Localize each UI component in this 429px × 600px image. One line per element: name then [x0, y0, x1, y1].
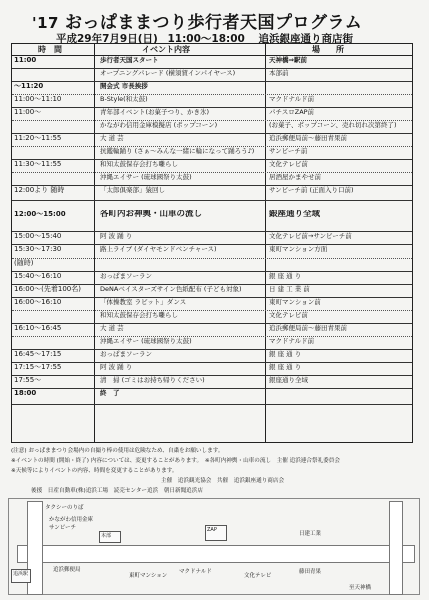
schedule-event: おっぱまソーラン [100, 272, 152, 280]
schedule-time: 16:00〜16:10 [14, 298, 62, 306]
note-line: ※イベントの時間 (開始・終了) 内容については、変更することがあります。 ※各町内神輿・山車の流し 主催 追浜連合祭礼委員会 [11, 458, 340, 464]
schedule-row [12, 81, 412, 95]
schedule-event: 青年部イベント(お菓子つり、かき氷) [100, 108, 210, 116]
schedule-time: 18:00 [14, 389, 37, 397]
map-label: 至天神橋 [349, 585, 372, 591]
schedule-event: 和知太鼓保存会打ち囃らし [100, 311, 178, 319]
schedule-place: 東町マンション方面 [269, 245, 328, 253]
schedule-place: 東町マンション前 [269, 298, 321, 306]
map-label: マクドナルド [179, 569, 212, 575]
schedule-event: 和知太鼓保存会打ち囃らし [100, 160, 178, 168]
event-location: 追浜銀座通り商店街 [258, 33, 353, 45]
schedule-event: おっぱまソーラン [100, 350, 152, 358]
map-label: かながわ信用金庫 [49, 517, 94, 523]
schedule-event: 各町内お神輿・山車の流し [100, 210, 203, 219]
schedule-place: 本部前 [269, 69, 289, 77]
schedule-place: サンビーチ前 [269, 147, 308, 155]
schedule-row [12, 362, 412, 376]
schedule-row [12, 323, 412, 337]
schedule-row [12, 258, 412, 272]
map-main-road [17, 545, 415, 563]
program-title [32, 8, 362, 33]
schedule-row [12, 375, 412, 389]
schedule-row [12, 349, 412, 363]
schedule-event: B-Style(和太鼓) [100, 95, 148, 103]
schedule-time: 16:10〜16:45 [14, 324, 62, 332]
schedule-time: 11:00 [14, 56, 37, 64]
schedule-event: 大 道 芸 [100, 324, 124, 332]
schedule-place: マクドナルド前 [269, 337, 315, 345]
schedule-row [12, 185, 412, 201]
schedule-row [12, 146, 412, 160]
schedule-place: 銀座通り全域 [269, 210, 321, 219]
schedule-place: 銀 座 通 り [269, 363, 302, 371]
header-place: 場 所 [312, 45, 344, 54]
area-map [8, 498, 420, 595]
schedule-row [12, 107, 412, 121]
schedule-row [12, 94, 412, 108]
schedule-row [12, 336, 412, 350]
schedule-row [12, 284, 412, 298]
schedule-time: 〜11:20 [14, 82, 44, 90]
map-zap: ZAP [205, 525, 227, 541]
schedule-place: 銀 座 通 り [269, 350, 302, 358]
schedule-time: 17:55〜 [14, 376, 42, 384]
schedule-time: 16:00〜(先着100名) [14, 285, 81, 293]
schedule-event: 沖縄エイサー (琉球國祭り太鼓) [100, 173, 192, 181]
schedule-event: 清 掃 (ゴミはお持ち帰りください) [100, 376, 205, 384]
event-time: 11:00〜18:00 [167, 33, 245, 45]
schedule-event: 歩行者天国スタート [100, 56, 159, 64]
map-side-road [389, 501, 403, 595]
schedule-row [12, 297, 412, 311]
map-hq: 本部 [99, 531, 121, 543]
schedule-row [12, 231, 412, 245]
schedule-table [11, 43, 413, 443]
schedule-time: 11:00〜11:10 [14, 95, 62, 103]
notes [11, 446, 416, 496]
schedule-place: 銀 座 通 り [269, 272, 302, 280]
map-label: 追浜郵便局 [53, 567, 81, 573]
map-label: 東町マンション [129, 573, 168, 579]
schedule-place: 天神橋⇒駅前 [269, 56, 307, 64]
map-label: 藤田青果 [299, 569, 322, 575]
schedule-event: オープニングパレード (横須賀インパイヤース) [100, 69, 236, 77]
map-label: 文化テレビ [244, 573, 272, 579]
schedule-time: 17:15〜17:55 [14, 363, 62, 371]
schedule-row [12, 388, 412, 405]
note-line: (注意) おっぱままつり会場内の自撮り棒の使用は危険なため、自粛をお願いします。 [11, 448, 224, 454]
header-event: イベント内容 [142, 45, 190, 54]
schedule-event: かながわ信用金庫模擬店 (ポップコーン) [100, 121, 218, 129]
map-label: 日建工業 [299, 531, 322, 537]
schedule-place: 文化テレビ前 [269, 311, 308, 319]
schedule-place: マクドナルド前 [269, 95, 315, 103]
schedule-time: 12:00〜15:00 [14, 210, 66, 218]
map-label: サンビーチ [49, 525, 77, 531]
event-date: 平成29年7月9日(日) [56, 33, 158, 45]
schedule-event: 開会式 市長挨拶 [100, 82, 148, 90]
title-main: おっぱままつり歩行者天国プログラム [64, 13, 363, 33]
schedule-event: 阿 波 踊 り [100, 232, 133, 240]
schedule-time: 11:30〜11:55 [14, 160, 62, 168]
schedule-place: 銀座通り全域 [269, 376, 308, 384]
schedule-row [12, 271, 412, 285]
schedule-time: 16:45〜17:15 [14, 350, 62, 358]
schedule-time: 11:20〜11:55 [14, 134, 62, 142]
schedule-time: 15:40〜16:10 [14, 272, 62, 280]
schedule-place: 文化テレビ前 [269, 160, 308, 168]
schedule-event: 終 了 [100, 389, 120, 397]
schedule-row [12, 310, 412, 324]
note-line: 後援 日産自動車(株)追浜工場 読売センター追浜 朝日新聞追浜店 [31, 488, 203, 494]
schedule-event: 抗鑑輪踊り (さぁ〜みんな一緒に輪になって踊ろう♪) [100, 147, 255, 155]
schedule-time: 12:00より 随時 [14, 186, 65, 194]
schedule-row [12, 68, 412, 82]
schedule-place: 日 建 工 業 前 [269, 285, 310, 293]
schedule-place: 追浜郵便局前〜藤田青果前 [269, 324, 347, 332]
schedule-place: 追浜郵便局前〜藤田青果前 [269, 134, 347, 142]
schedule-time: (随時) [14, 259, 34, 267]
schedule-row [12, 133, 412, 147]
schedule-place: サンビーチ前 (正面入り口前) [269, 186, 354, 194]
map-label: タクシーのりば [45, 505, 84, 511]
schedule-row [12, 200, 412, 232]
schedule-time: 15:30〜17:30 [14, 245, 62, 253]
schedule-event: 沖縄エイサー (琉球國祭り太鼓) [100, 337, 192, 345]
schedule-event: 「太郎俱楽部」猿回し [100, 186, 165, 194]
schedule-row [12, 55, 412, 69]
schedule-event: 阿 波 踊 り [100, 363, 133, 371]
note-line: 主催 追浜観光協会 共催 追浜銀座通り商店会 [161, 478, 285, 484]
schedule-event: 「体操教室 ラビット」ダンス [100, 298, 187, 306]
schedule-event: DeNAベイスターズサイン色紙配布 (子ども対象) [100, 285, 242, 293]
schedule-row [12, 244, 412, 259]
schedule-row [12, 172, 412, 186]
title-year: '17 [32, 14, 59, 32]
schedule-row [12, 159, 412, 173]
header-time: 時 間 [38, 45, 62, 54]
schedule-place: 文化テレビ前→サンビーチ前 [269, 232, 352, 240]
schedule-row [12, 120, 412, 134]
schedule-time: 11:00〜 [14, 108, 42, 116]
note-line: ※天候等によりイベントの内容、時間を変更することがあります。 [11, 468, 178, 474]
map-station: 追浜駅 [11, 569, 31, 583]
schedule-event: 大 道 芸 [100, 134, 124, 142]
schedule-event: 路上ライブ (ダイヤモンドベンチャース) [100, 245, 217, 253]
schedule-place: 居酒屋かまやせ前 [269, 173, 321, 181]
schedule-place: パチスロZAP前 [269, 108, 315, 116]
schedule-time: 15:00〜15:40 [14, 232, 62, 240]
schedule-place: (お菓子、ポップコーン、売れ切れ次第終了) [269, 121, 397, 129]
